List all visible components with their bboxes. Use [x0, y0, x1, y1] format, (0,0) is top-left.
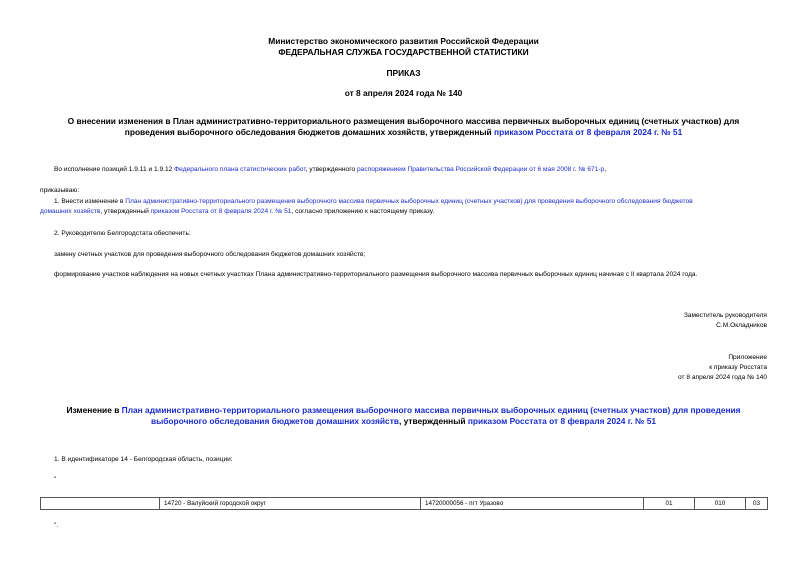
federal-plan-link[interactable]: Федерального плана статистических работ [174, 166, 306, 173]
table-cell-settlement: 14720000056 - пгт Уразово [421, 498, 644, 510]
signature-position: Заместитель руководителя [683, 312, 767, 319]
appendix-title-line2 [0, 416, 807, 426]
appendix-date: от 8 апреля 2024 года № 140 [677, 374, 767, 381]
table-row [41, 498, 768, 510]
preamble-text-3: , [604, 166, 607, 173]
appendix-item1: 1. В идентификаторе 14 - Белгородская область, позиции: [54, 456, 233, 463]
doc-type: ПРИКАЗ [386, 68, 421, 78]
appendix-to-order: к приказу Росстата [709, 364, 767, 371]
item1-line1 [54, 198, 693, 205]
subitem2: формирование участков наблюдения на новых счетных участках Плана административно-территориального размещения выборочного массива первичных выборочных единиц начиная с II квартала 2024 года. [54, 271, 698, 278]
appendix-title-line1 [0, 405, 807, 415]
preamble-text-1: Во исполнение позиций 1.9.11 и 1.9.12 [54, 166, 175, 173]
doc-date-number: от 8 апреля 2024 года № 140 [344, 88, 463, 98]
item1-text-3: , согласно приложению к настоящему приказу. [291, 208, 435, 215]
item1-text: 1. Внести изменение в [54, 198, 126, 205]
ministry-name: Министерство экономического развития Российской Федерации [268, 36, 539, 46]
government-decree-link[interactable]: распоряжением Правительства Российской Федерации от 6 мая 2008 г. № 671-р [357, 166, 605, 173]
subitem1: замену счетных участков для проведения выборочного обследования бюджетов домашних хозяйств; [54, 251, 366, 258]
doc-title-text: проведения выборочного обследования бюджетов домашних хозяйств, утвержденный [124, 127, 495, 137]
appendix-title-text-2: , утвержденный [398, 416, 468, 426]
doc-title-line1: О внесении изменения в План административно-территориального размещения выборочного массива первичных выборочных единиц (счетных участков) для [67, 116, 740, 126]
appendix-plan-link[interactable]: План административно-территориального размещения выборочного массива первичных выборочных единиц (счетных участков) для проведения [121, 405, 741, 415]
item2: 2. Руководителю Белгородстата обеспечить: [54, 230, 191, 237]
table-cell [41, 498, 160, 510]
doc-title-line2 [0, 127, 807, 137]
preamble [54, 166, 606, 173]
order-51-link[interactable]: приказом Росстата от 8 февраля 2024 г. № 51 [494, 127, 683, 137]
table-cell-district: 14720 - Валуйский городской округ [160, 498, 421, 510]
appendix-title-text: Изменение в [66, 405, 122, 415]
plan-link[interactable]: План административно-территориального размещения выборочного массива первичных выборочных единиц (счетных участков) для проведения выборочного обследования бюджетов [125, 198, 693, 205]
quote-open: " [54, 476, 57, 483]
table-cell-code1: 01 [644, 498, 695, 510]
appendix-order-51-link[interactable]: приказом Росстата от 8 февраля 2024 г. № 51 [467, 416, 657, 426]
table-cell-code2: 010 [695, 498, 746, 510]
appendix-plan-link-continued[interactable]: выборочного обследования бюджетов домашних хозяйств [150, 416, 399, 426]
item1-text-2: , утвержденный [100, 208, 151, 215]
quote-close: ". [54, 522, 59, 529]
order-51-link-body[interactable]: приказом Росстата от 8 февраля 2024 г. № 51 [150, 208, 292, 215]
table-cell-code3: 03 [746, 498, 768, 510]
order-word: приказываю: [40, 187, 80, 194]
positions-table [40, 497, 768, 510]
service-name: ФЕДЕРАЛЬНАЯ СЛУЖБА ГОСУДАРСТВЕННОЙ СТАТИСТИКИ [278, 47, 529, 57]
item1-line2 [40, 208, 434, 215]
appendix-label: Приложение [728, 354, 767, 361]
plan-link-continued[interactable]: домашних хозяйств [40, 208, 101, 215]
preamble-text-2: , утвержденного [305, 166, 357, 173]
signature-name: С.М.Окладников [716, 322, 767, 329]
